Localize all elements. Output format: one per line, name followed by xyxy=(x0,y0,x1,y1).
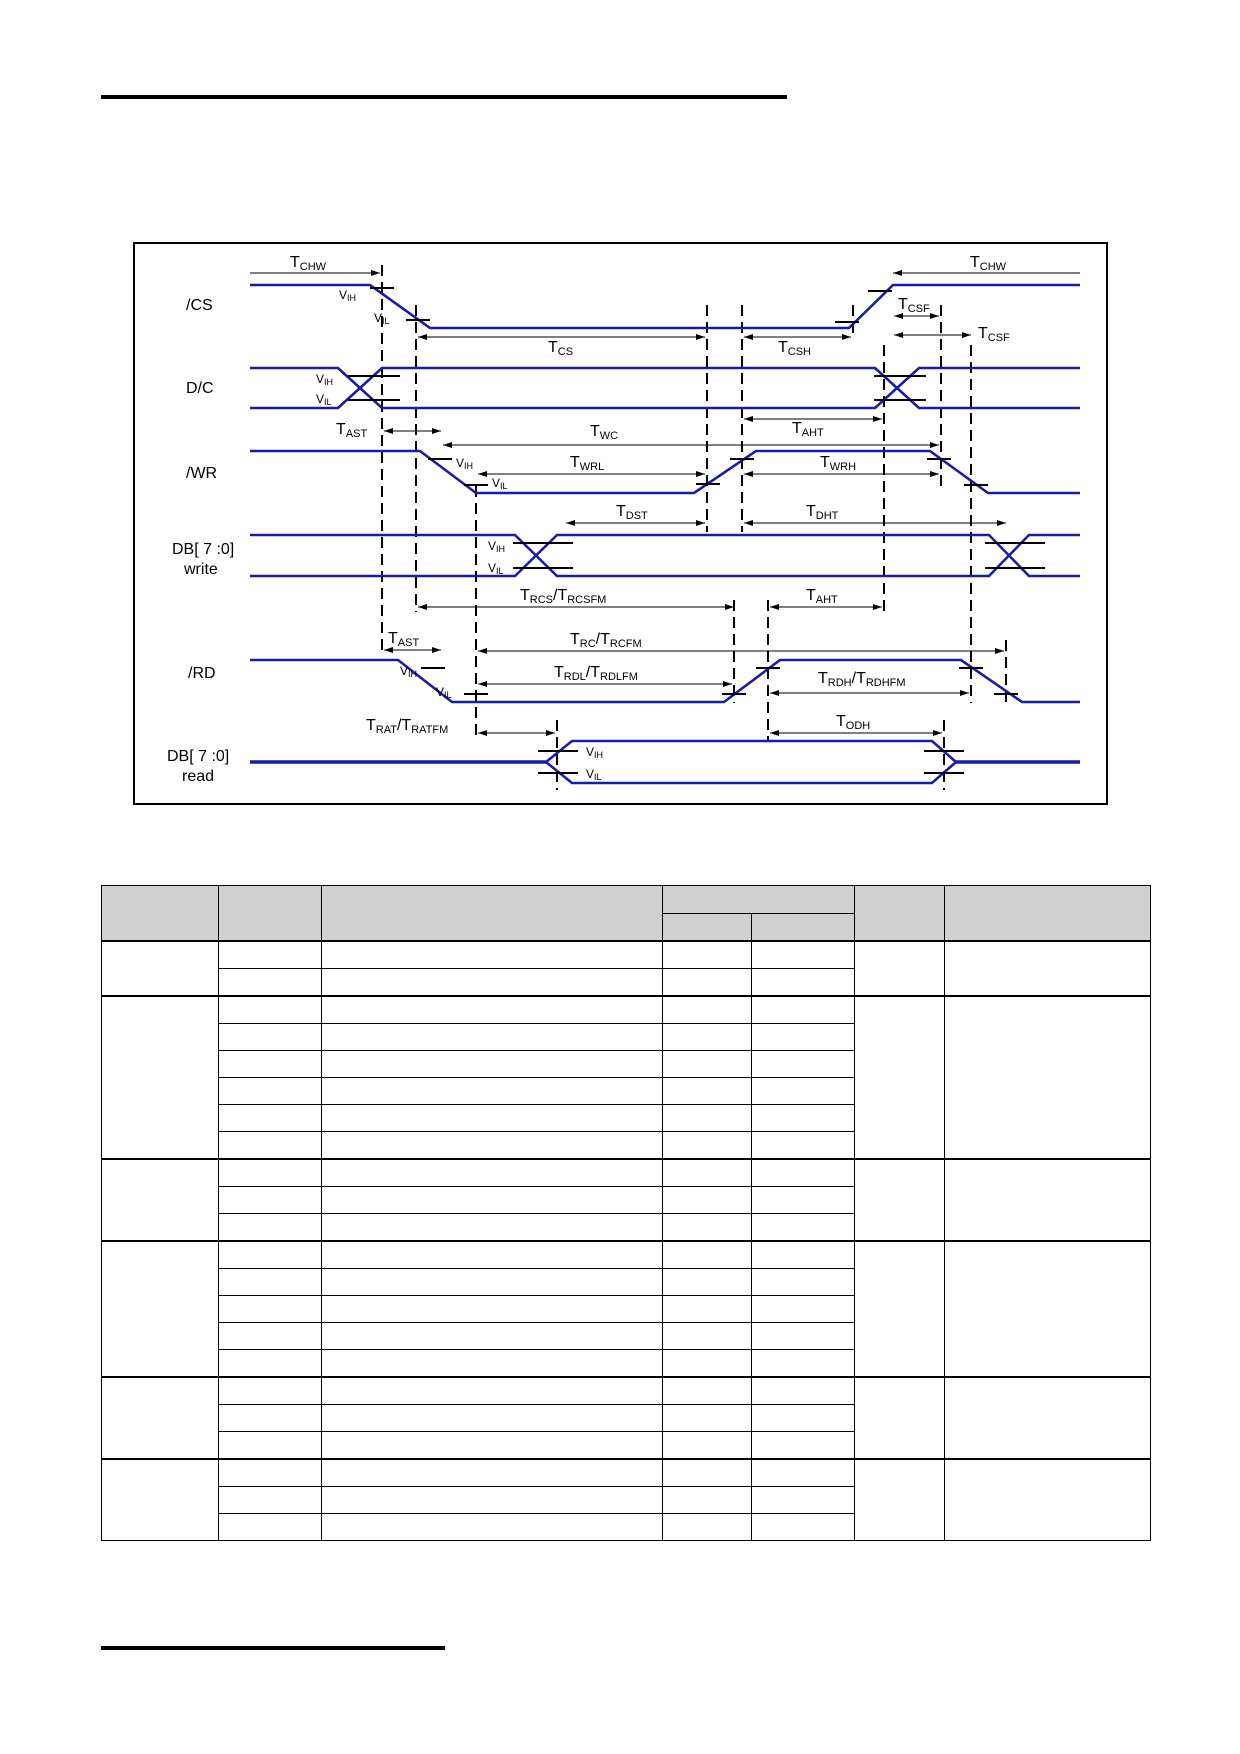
table-cell xyxy=(322,969,663,997)
table-cell xyxy=(218,1078,322,1105)
table-cell xyxy=(663,1051,752,1078)
table-cell xyxy=(322,1514,663,1541)
table-cell xyxy=(663,1377,752,1405)
waveform-dc xyxy=(250,368,1080,408)
label-tcsh: TCSH xyxy=(778,339,812,358)
svg-text:VIH: VIH xyxy=(400,664,418,679)
table-cell xyxy=(751,941,855,969)
label-tdst: TDST xyxy=(616,503,648,522)
table-cell xyxy=(322,1405,663,1432)
table-cell xyxy=(218,1187,322,1214)
table-cell xyxy=(322,1377,663,1405)
table-cell xyxy=(218,1269,322,1296)
signal-label-db-write: DB[ 7 :0] xyxy=(172,541,235,558)
table-cell xyxy=(663,1405,752,1432)
table-cell xyxy=(751,1377,855,1405)
table-cell xyxy=(322,1132,663,1160)
svg-text:VIH: VIH xyxy=(488,539,506,554)
table-body xyxy=(102,941,1151,1541)
table-cell xyxy=(322,1241,663,1269)
label-twrl: TWRL xyxy=(570,454,605,473)
table-cell xyxy=(663,1105,752,1132)
svg-text:VIL: VIL xyxy=(436,685,452,700)
table-cell xyxy=(322,1159,663,1187)
table-cell xyxy=(322,1459,663,1487)
table-cell xyxy=(322,941,663,969)
label-trat: TRAT/TRATFM xyxy=(366,717,449,736)
label-tcsf-inner: TCSF xyxy=(898,296,930,315)
table-cell xyxy=(855,1241,945,1377)
table-cell xyxy=(855,996,945,1159)
table-cell xyxy=(663,1132,752,1160)
table-cell xyxy=(663,1159,752,1187)
waveform-rd xyxy=(250,660,1080,702)
table-cell xyxy=(663,941,752,969)
label-tchw-left: TCHW xyxy=(290,254,327,273)
table-cell xyxy=(218,1377,322,1405)
footer-rule xyxy=(101,1646,445,1650)
table-row xyxy=(102,996,1151,1024)
table-cell xyxy=(322,996,663,1024)
table-cell xyxy=(751,969,855,997)
label-taht-read: TAHT xyxy=(806,587,838,606)
table-cell xyxy=(751,1214,855,1242)
table-cell xyxy=(218,941,322,969)
table-cell xyxy=(102,1241,219,1377)
svg-text:VIL: VIL xyxy=(492,476,508,491)
table-cell xyxy=(663,1514,752,1541)
signal-label-db-write-sub: write xyxy=(184,561,218,578)
table-cell xyxy=(322,1269,663,1296)
svg-text:VIL: VIL xyxy=(316,392,332,407)
table-cell xyxy=(751,996,855,1024)
table-cell xyxy=(322,1323,663,1350)
table-cell xyxy=(322,1078,663,1105)
table-cell xyxy=(218,969,322,997)
table-cell xyxy=(751,1187,855,1214)
table-cell xyxy=(944,1459,1150,1541)
label-tcsf-outer: TCSF xyxy=(978,325,1010,344)
svg-text:VIH: VIH xyxy=(316,372,334,387)
table-cell xyxy=(751,1514,855,1541)
svg-text:VIL: VIL xyxy=(586,767,602,782)
label-twc: TWC xyxy=(590,423,619,442)
table-cell xyxy=(855,1159,945,1241)
table-header xyxy=(102,886,1151,942)
table-cell xyxy=(322,1432,663,1460)
table-cell xyxy=(855,1377,945,1459)
table-cell xyxy=(322,1487,663,1514)
table-cell xyxy=(751,1024,855,1051)
table-cell xyxy=(218,1514,322,1541)
table-cell xyxy=(322,1296,663,1323)
table-cell xyxy=(218,1432,322,1460)
table-cell xyxy=(663,1432,752,1460)
label-taht-write: TAHT xyxy=(792,420,824,439)
table-cell xyxy=(663,1350,752,1378)
table-cell xyxy=(322,1187,663,1214)
label-trdl: TRDL/TRDLFM xyxy=(554,664,638,683)
waveform-wr xyxy=(250,451,1080,493)
table-cell xyxy=(322,1051,663,1078)
table-cell xyxy=(322,1350,663,1378)
header-cell xyxy=(102,886,219,942)
timing-labels xyxy=(290,254,1010,736)
table-cell xyxy=(751,1350,855,1378)
table-row xyxy=(102,1459,1151,1487)
table-cell xyxy=(102,996,219,1159)
table-cell xyxy=(751,1269,855,1296)
table-cell xyxy=(944,1159,1150,1241)
table-cell xyxy=(102,941,219,996)
signal-label-wr: /WR xyxy=(186,465,218,482)
header-cell xyxy=(751,914,855,942)
table-cell xyxy=(218,1459,322,1487)
table-row xyxy=(102,1159,1151,1187)
table-cell xyxy=(944,1377,1150,1459)
header-cell xyxy=(663,914,752,942)
label-trdh: TRDH/TRDHFM xyxy=(818,670,906,689)
signal-label-dc: D/C xyxy=(186,380,214,397)
table-cell xyxy=(663,1323,752,1350)
label-tcs: TCS xyxy=(548,339,574,358)
header-cell xyxy=(855,886,945,942)
table-cell xyxy=(751,1323,855,1350)
header-cell xyxy=(663,886,855,914)
table-cell xyxy=(218,1323,322,1350)
table-cell xyxy=(663,1487,752,1514)
table-cell xyxy=(218,1405,322,1432)
svg-text:VIH: VIH xyxy=(456,456,474,471)
label-tast-write: TAST xyxy=(336,421,368,440)
table-cell xyxy=(322,1024,663,1051)
table-cell xyxy=(218,996,322,1024)
table-cell xyxy=(751,1405,855,1432)
table-cell xyxy=(855,941,945,996)
signal-label-cs: /CS xyxy=(186,297,213,314)
table-cell xyxy=(663,996,752,1024)
svg-text:VIH: VIH xyxy=(586,745,604,760)
table-cell xyxy=(218,1214,322,1242)
table-cell xyxy=(663,1241,752,1269)
table-row xyxy=(102,941,1151,969)
table-cell xyxy=(102,1377,219,1459)
table-row xyxy=(102,1241,1151,1269)
table-cell xyxy=(751,1132,855,1160)
reference-lines xyxy=(382,265,1006,790)
table-cell xyxy=(218,1051,322,1078)
svg-text:VIH: VIH xyxy=(339,288,357,303)
label-trcs: TRCS/TRCSFM xyxy=(520,587,607,606)
table-cell xyxy=(663,969,752,997)
table-cell xyxy=(322,1105,663,1132)
table-cell xyxy=(663,1269,752,1296)
table-cell xyxy=(751,1051,855,1078)
label-twrh: TWRH xyxy=(820,454,857,473)
waveform-db-read xyxy=(250,741,1080,783)
table-row xyxy=(102,1377,1151,1405)
label-tchw-right: TCHW xyxy=(970,254,1007,273)
waveform-db-write xyxy=(250,535,1080,576)
label-trc: TRC/TRCFM xyxy=(570,631,642,650)
signal-label-db-read: DB[ 7 :0] xyxy=(167,748,230,765)
table-cell xyxy=(218,1105,322,1132)
table-cell xyxy=(663,1024,752,1051)
dimension-arrows xyxy=(250,270,1080,736)
table-cell xyxy=(663,1078,752,1105)
table-cell xyxy=(218,1350,322,1378)
label-todh: TODH xyxy=(836,713,871,732)
signal-label-rd: /RD xyxy=(188,665,216,682)
table-cell xyxy=(855,1459,945,1541)
table-cell xyxy=(218,1296,322,1323)
table-cell xyxy=(751,1159,855,1187)
header-cell xyxy=(218,886,322,942)
svg-text:VIL: VIL xyxy=(374,311,390,326)
table-cell xyxy=(663,1187,752,1214)
table-cell xyxy=(751,1459,855,1487)
table-cell xyxy=(751,1487,855,1514)
table-cell xyxy=(751,1241,855,1269)
timing-characteristics-table xyxy=(101,885,1151,1541)
table-cell xyxy=(218,1241,322,1269)
table-cell xyxy=(102,1459,219,1541)
svg-text:VIL: VIL xyxy=(488,561,504,576)
table-cell xyxy=(218,1132,322,1160)
label-tdht: TDHT xyxy=(806,503,839,522)
table-cell xyxy=(751,1432,855,1460)
table-cell xyxy=(944,996,1150,1159)
table-cell xyxy=(663,1296,752,1323)
label-tast-read: TAST xyxy=(388,630,420,649)
table-cell xyxy=(751,1078,855,1105)
table-cell xyxy=(663,1459,752,1487)
header-cell xyxy=(322,886,663,942)
table-cell xyxy=(218,1159,322,1187)
table-cell xyxy=(102,1159,219,1241)
table-cell xyxy=(218,1024,322,1051)
table-cell xyxy=(663,1214,752,1242)
table-cell xyxy=(751,1105,855,1132)
table-cell xyxy=(944,1241,1150,1377)
table-cell xyxy=(218,1487,322,1514)
table-cell xyxy=(322,1214,663,1242)
header-cell xyxy=(944,886,1150,942)
table-cell xyxy=(751,1296,855,1323)
signal-label-db-read-sub: read xyxy=(182,768,215,785)
table-cell xyxy=(944,941,1150,996)
